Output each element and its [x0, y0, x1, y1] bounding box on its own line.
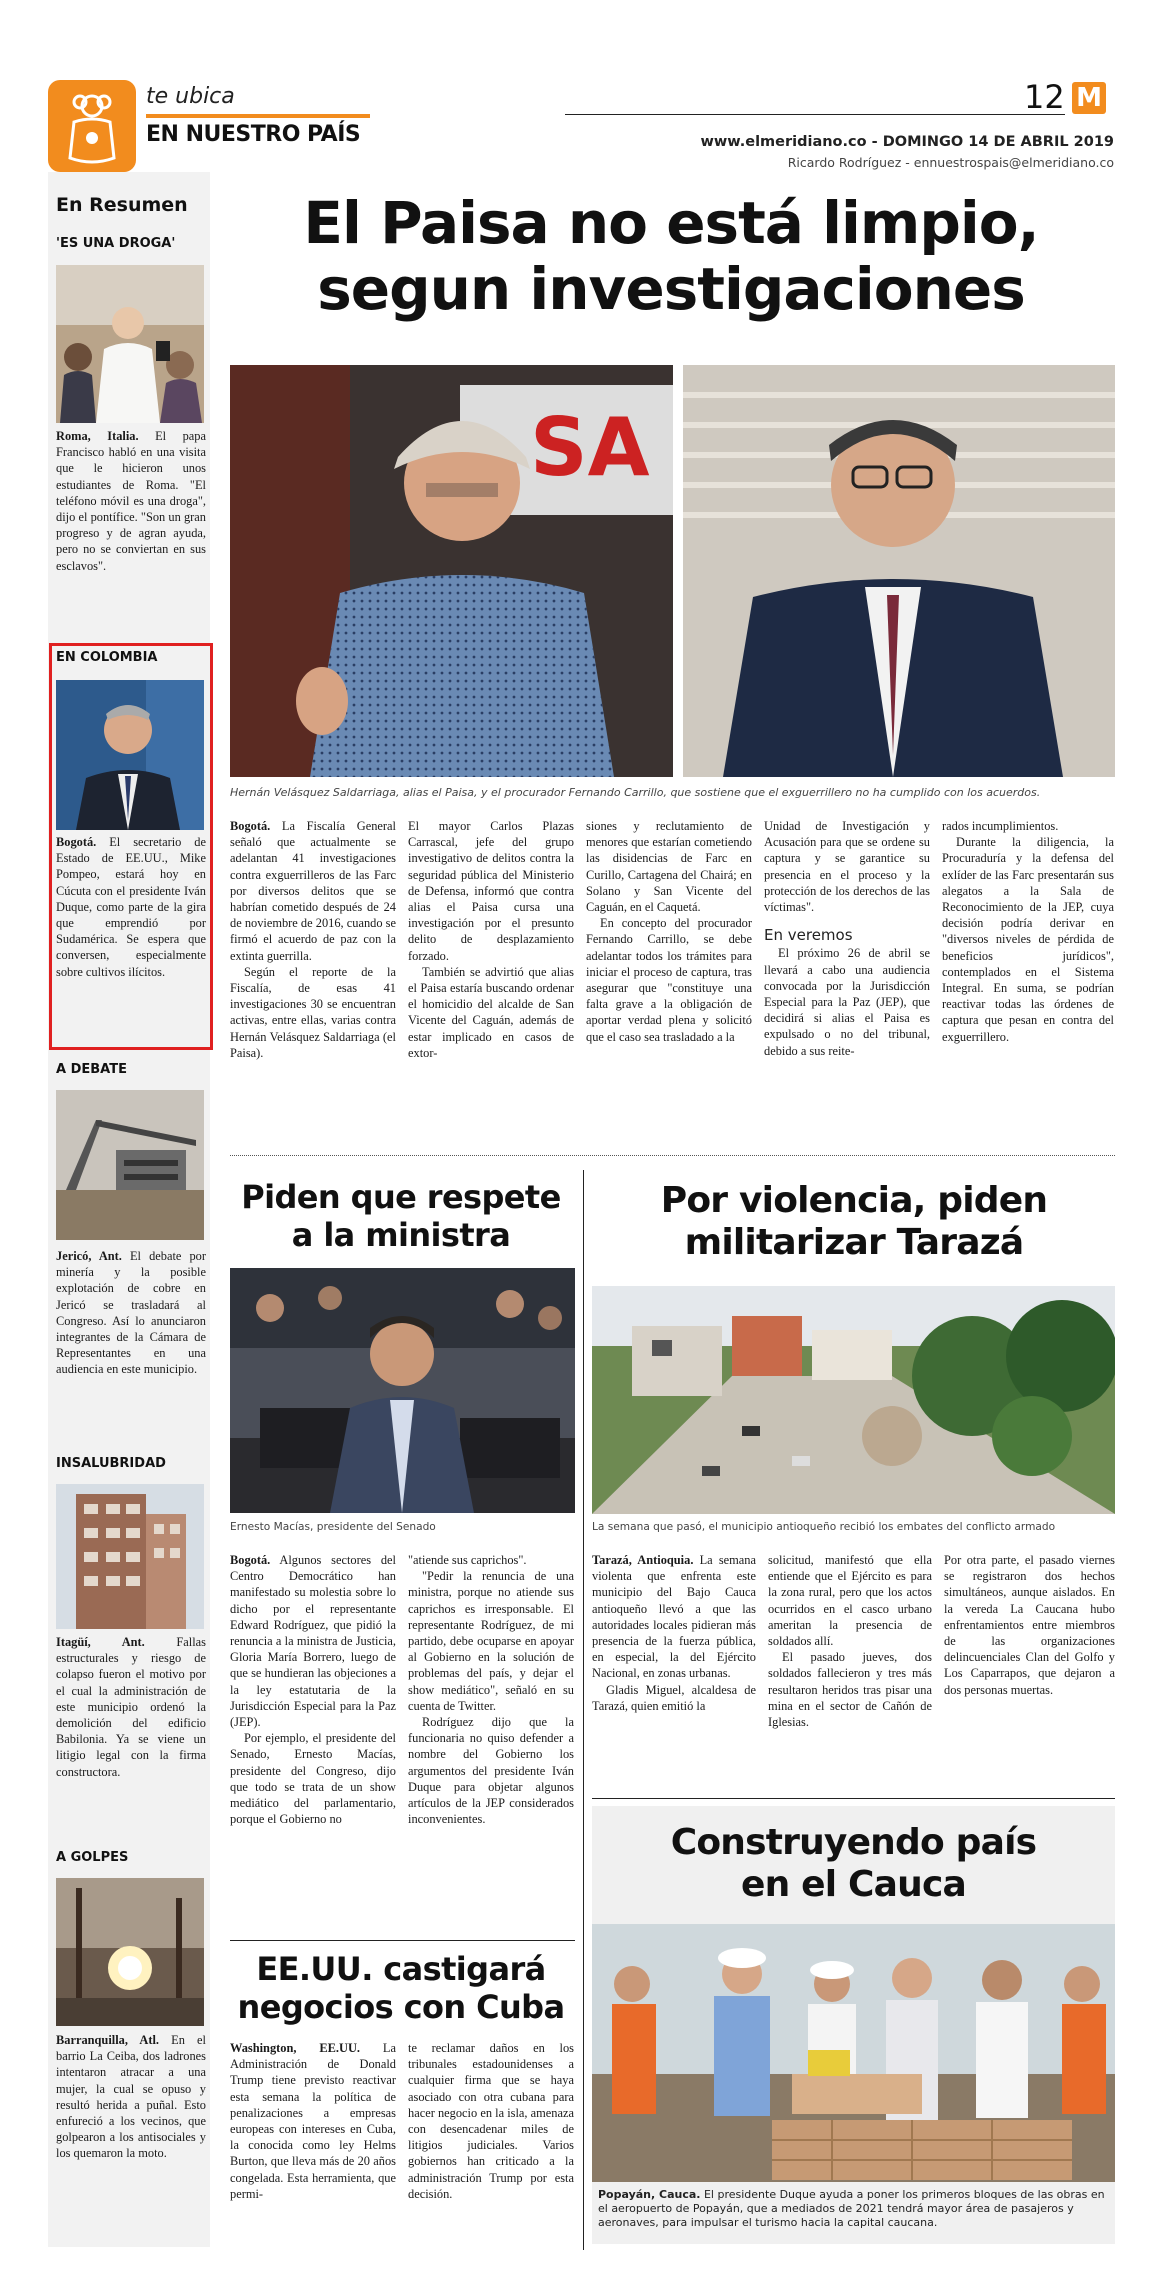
sidebar-label-insalubridad: INSALUBRIDAD	[56, 1456, 166, 1471]
main-col-1	[230, 818, 396, 1061]
article4-col-2	[768, 1552, 932, 1730]
article2-col2-p1: "atiende sus caprichos".	[408, 1553, 527, 1567]
sidebar-text-colombia	[56, 834, 206, 980]
article5-headline-line1: Construyendo país	[670, 1822, 1037, 1863]
article3-headline	[226, 1950, 576, 2026]
main-col3-p2: En concepto del procurador Fernando Carrillo, se debe adelantar todos los trámites para iniciar el proceso de captura, tras asegurar que "constituye una falta grave a la obligación de aportar verdad plena y solicitó que el caso sea trasladado a la	[586, 916, 752, 1044]
sidebar-text-golpes	[56, 2032, 206, 2162]
article3-lead: Washington, EE.UU.	[230, 2041, 360, 2055]
article2-headline	[226, 1178, 576, 1254]
article2-col-1	[230, 1552, 396, 1827]
article4-photo-taraza	[592, 1286, 1115, 1514]
article5-caption-text: El presidente Duque ayuda a poner los primeros bloques de las obras en el aeropuerto de Popayán, que a mediados de 2021 tendrá mayor área de pasajeros y aeronaves, para impulsar el turismo hacia la capital caucana.	[598, 2188, 1105, 2229]
header-rule	[565, 114, 1065, 115]
svg-text:SA: SA	[530, 401, 650, 494]
main-photo-carrillo	[683, 365, 1115, 777]
article2-col1-p1: Algunos sectores del Centro Democrático han manifestado su molestia sobre lo dicho por el representante Edward Rodríguez, que pidió la renuncia a la ministra de Justicia, Gloria María Borrero, luego de que se hundieran las objeciones a la ley estatutaria de la Jurisdicción Especial para la Paz (JEP).	[230, 1553, 396, 1730]
article5-headline-line2: en el Cauca	[740, 1864, 967, 1905]
sidebar-body-golpes: En el barrio La Ceiba, dos ladrones intentaron atracar a una mujer, la cual se opuso y resultó herida a puñal. Esto enfureció a los vecinos, que golpearon a los antisociales y los quemaron la moto.	[56, 2033, 206, 2161]
sidebar-label-colombia: EN COLOMBIA	[56, 650, 158, 665]
sidebar-label-droga: 'ES UNA DROGA'	[56, 236, 176, 251]
main-col2-p2: También se advirtió que alias el Paisa estaría buscando ordenar el homicidio del alcalde de San Vicente del Caguán, además de estar implicado en casos de extor-	[408, 964, 574, 1060]
sidebar-lead-debate: Jericó, Ant.	[56, 1249, 122, 1263]
sidebar-photo-pompeo	[56, 680, 204, 830]
main-headline-line2: segun investigaciones	[317, 255, 1025, 323]
column-divider	[583, 1170, 584, 2250]
article2-col2-p3: Rodríguez dijo que la funcionaria no quiso defender a nombre del Gobierno los argumentos del presidente Iván Duque para objetar algunos artículos de la JEP considerados inconvenientes.	[408, 1715, 574, 1827]
article3-col1-p1: La Administración de Donald Trump tiene previsto reactivar esta semana la política de penalizaciones a empresas europeas con intereses en Cuba, la conocida como ley Helms Burton, que lleva más de 20 años congelada. Esta herramienta, que permi-	[230, 2041, 396, 2201]
article3-col-2	[408, 2040, 574, 2202]
main-dotted-divider	[230, 1155, 1115, 1156]
sidebar-body-colombia: El secretario de Estado de EE.UU., Mike Pompeo, estará hoy en Cúcuta con el presidente Iván Duque, como parte de la gira que emprendió por Sudamérica. Se espera que conversen, especialmente sobre cultivos ilícitos.	[56, 835, 206, 979]
article5-photo-cauca	[592, 1924, 1115, 2182]
main-headline-line1: El Paisa no está limpio,	[303, 189, 1039, 257]
main-headline	[226, 190, 1116, 322]
main-col-5	[942, 818, 1114, 1045]
main-col2-p1: El mayor Carlos Plazas Carrascal, jefe del grupo investigativo de delitos contra la seguridad pública del Ministerio de Defensa, informó que contra alias el Paisa cursa una investigación por el presunto delito de desplazamiento forzado.	[408, 819, 574, 963]
sidebar-body-debate: El debate por minería y la posible explotación de cobre en Jericó se trasladará al Congreso. Así lo anunciaron integrantes de la Cámara de Representantes en una audiencia en este municipio.	[56, 1249, 206, 1377]
article4-headline-line1: Por violencia, piden	[660, 1180, 1048, 1221]
article4-headline	[592, 1180, 1116, 1264]
main-col-3	[586, 818, 752, 1045]
sidebar-body-insalubridad: Fallas estructurales y riesgo de colapso fueron el motivo por el cual la administración de este municipio ordenó la demolición del edificio Babilonia. Ya se viene un litigio legal con la firma constructora.	[56, 1635, 206, 1779]
article2-caption: Ernesto Macías, presidente del Senado	[230, 1521, 436, 1533]
sidebar-lead-insalubridad: Itagüí, Ant.	[56, 1635, 145, 1649]
main-col1-p2: Según el reporte de la Fiscalía, de esas 41 investigaciones 30 se encuentran activas, entre ellas, varias contra Hernán Velásquez Saldarriaga (el Paisa).	[230, 964, 396, 1060]
sidebar-label-debate: A DEBATE	[56, 1062, 127, 1077]
main-col4-p1: Unidad de Investigación y Acusación para que se ordene su captura y se garantice su presencia en el proceso y la protección de los derechos de las víctimas".	[764, 819, 930, 915]
sidebar-body-droga: El papa Francisco habló en una visita que le hicieron unos estudiantes de Roma. "El teléfono móvil es una droga", dijo el pontífice. "Son un gran progreso y de agran ayuda, pero no se conviertan en sus esclavos".	[56, 429, 206, 573]
main-photo-caption: Hernán Velásquez Saldarriaga, alias el Paisa, y el procurador Fernando Carrillo, que sostiene que el exguerrillero no ha cumplido con los acuerdos.	[230, 786, 1041, 799]
sidebar-photo-mining	[56, 1090, 204, 1240]
main-col-4	[764, 818, 930, 1059]
article4-lead: Tarazá, Antioquia.	[592, 1553, 694, 1567]
article5-rule	[592, 1798, 1115, 1799]
sidebar-text-debate	[56, 1248, 206, 1378]
main-col1-p1: La Fiscalía General señaló que actualmente se adelantan 41 investigaciones contra exguerrilleros de las Farc por diversos delitos que se habrían cometido después de 24 de noviembre de 2016, cuando se firmó el acuerdo de paz con la extinta guerrilla.	[230, 819, 396, 963]
sidebar-lead-golpes: Barranquilla, Atl.	[56, 2033, 160, 2047]
brand-letter: M	[1076, 83, 1102, 113]
article5-caption-lead: Popayán, Cauca.	[598, 2188, 701, 2201]
main-col5-p2: Durante la diligencia, la Procuraduría y la defensa del exlíder de las Farc presentarán sus alegatos a la Sala de Reconocimiento de la JEP, cuya decisión podría derivar en "diversos niveles de pérdida de beneficios jurídicos", contemplados en el Sistema Integral. En suma, se podrían reactivar todas las órdenes de captura que pesan en contra del exguerrillero.	[942, 835, 1114, 1044]
main-col4-p2: El próximo 26 de abril se llevará a cabo una audiencia convocada por la Jurisdicción Especial para la Paz (JEP), que decidirá si alias el Paisa es expulsado o no del tribunal, debido a sus reite-	[764, 946, 930, 1058]
section-label-main: EN NUESTRO PAÍS	[146, 122, 361, 147]
main-col5-p1: rados incumplimientos.	[942, 819, 1059, 833]
article5-headline	[592, 1822, 1115, 1906]
article2-col2-p2: "Pedir la renuncia de una ministra, porque no atiende sus caprichos es irresponsable. El representante Rodríguez, de mi partido, debe ocuparse en apoyar al Gobierno en la solución de problemas del país, y dejar el show mediático", señaló en su cuenta de Twitter.	[408, 1569, 574, 1713]
article3-col2-p1: te reclamar daños en los tribunales estadounidenses a cualquier firma que se haya asociado con otra cubana para hacer negocio en la isla, amenaza con desencadenar miles de litigios judiciales. Varios gobiernos han criticado a la administración Trump por esta decisión.	[408, 2041, 574, 2201]
main-photo-paisa	[230, 365, 673, 777]
sidebar-text-droga	[56, 428, 206, 574]
page-number: 12	[1024, 78, 1065, 116]
main-col3-p1: siones y reclutamiento de menores que estarían cometiendo las disidencias de Farc en Curillo, Cartagena del Chairá; en Solano y San Vicente del Caguán, en el Caquetá.	[586, 819, 752, 915]
main-subhead: En veremos	[764, 926, 853, 945]
sidebar-title: En Resumen	[56, 194, 188, 216]
sidebar-lead-droga: Roma, Italia.	[56, 429, 139, 443]
site-date: www.elmeridiano.co - DOMINGO 14 DE ABRIL 2019	[700, 134, 1114, 150]
article4-col2-p1: solicitud, manifestó que ella entiende que el Ejército es para la zona rural, pero que los actos ocurridos en el casco urbano ameritan la presencia de soldados allí.	[768, 1553, 932, 1649]
article3-rule	[230, 1940, 575, 1941]
article4-caption: La semana que pasó, el municipio antioqueño recibió los embates del conflicto armado	[592, 1521, 1056, 1533]
article2-photo-macias	[230, 1268, 575, 1513]
article4-col-1	[592, 1552, 756, 1714]
article2-lead: Bogotá.	[230, 1553, 271, 1567]
sidebar-photo-building	[56, 1484, 204, 1629]
article3-headline-line1: EE.UU. castigará	[256, 1950, 546, 1988]
article4-col-3	[944, 1552, 1115, 1698]
article4-col1-p2: Gladis Miguel, alcaldesa de Tarazá, quien emitió la	[592, 1682, 756, 1713]
sidebar-lead-colombia: Bogotá.	[56, 835, 97, 849]
section-underline	[146, 114, 370, 118]
sidebar-text-insalubridad	[56, 1634, 206, 1780]
article4-col3-p1: Por otra parte, el pasado viernes se registraron dos hechos simultáneos, aunque aislados. En la vereda La Caucana hubo enfrentamientos entre miembros de las organizaciones delincuenciales Clan del Golfo y Los Caparrapos, que dejaron a dos personas muertas.	[944, 1553, 1115, 1697]
article5-caption	[598, 2188, 1110, 2230]
sidebar-photo-fire	[56, 1878, 204, 2026]
article4-headline-line2: militarizar Tarazá	[684, 1222, 1024, 1263]
article4-col2-p2: El pasado jueves, dos soldados fallecieron y tres más resultaron heridos tras pisar una mina en el sector de Cañón de Iglesias.	[768, 1650, 932, 1730]
section-logo	[48, 80, 136, 172]
author-line: Ricardo Rodríguez - ennuestrospais@elmeridiano.co	[787, 155, 1114, 170]
main-col1-lead: Bogotá.	[230, 819, 271, 833]
sidebar-photo-pope	[56, 265, 204, 423]
article3-headline-line2: negocios con Cuba	[237, 1988, 565, 2026]
article2-headline-line1: Piden que respete	[241, 1178, 561, 1216]
article2-headline-line2: a la ministra	[291, 1216, 511, 1254]
article2-col1-p2: Por ejemplo, el presidente del Senado, Ernesto Macías, presidente del Congreso, dijo que todo se trata de un show mediático del parlamentario, porque el Gobierno no	[230, 1731, 396, 1827]
article2-col-2	[408, 1552, 574, 1827]
section-label-top: te ubica	[146, 84, 235, 109]
article3-col-1	[230, 2040, 396, 2202]
meridiano-mascot-icon	[48, 80, 136, 172]
sidebar-label-golpes: A GOLPES	[56, 1850, 129, 1865]
article4-col1-p1: La semana violenta que enfrenta este municipio del Bajo Cauca antioqueño llevó a que las autoridades locales pidieran más presencia de la fuerza pública, en especial, la del Ejército Nacional, en zonas urbanas.	[592, 1553, 756, 1681]
brand-mark	[1072, 82, 1106, 114]
main-col-2	[408, 818, 574, 1061]
